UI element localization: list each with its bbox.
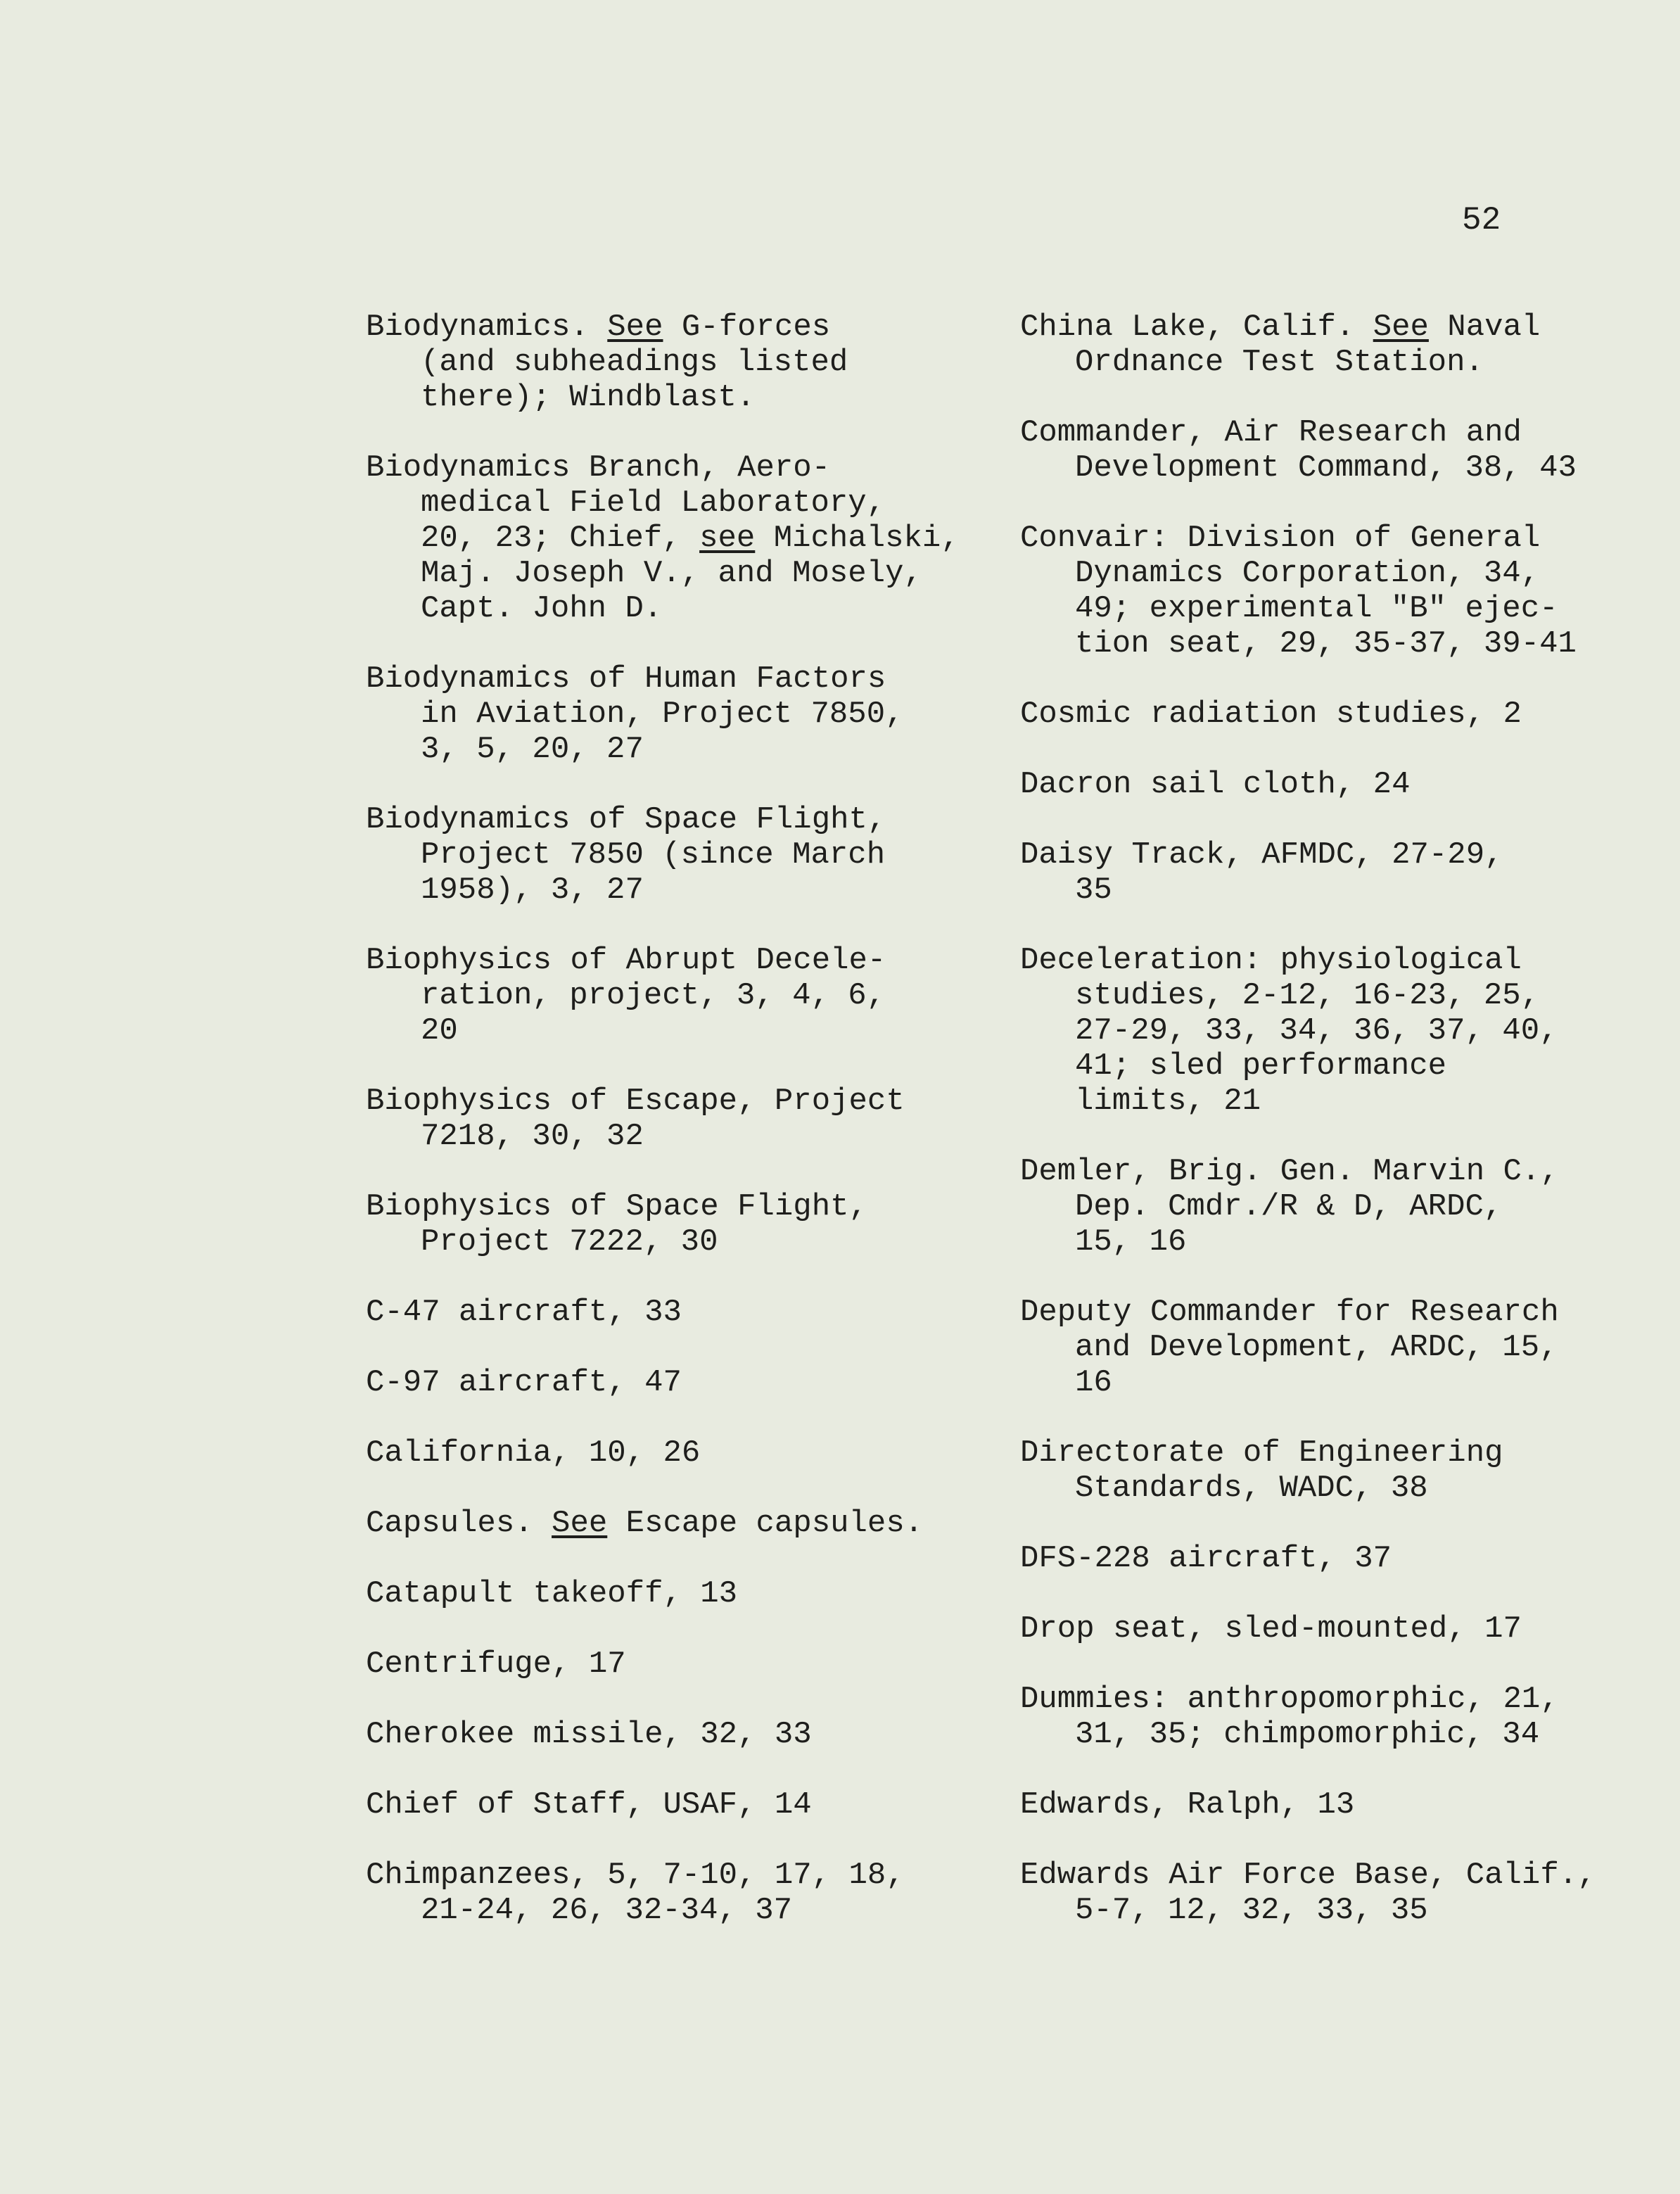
index-entry: Biophysics of Escape, Project 7218, 30, 32: [366, 1084, 905, 1154]
entry-text: G-forces (and subheadings listed there); Windblast.: [421, 310, 848, 415]
index-entry: Biodynamics of Human Factors in Aviation, Project 7850, 3, 5, 20, 27: [366, 661, 904, 767]
index-entry: Chimpanzees, 5, 7-10, 17, 18, 21-24, 26, 32-34, 37: [366, 1858, 905, 1928]
index-entry: Demler, Brig. Gen. Marvin C., Dep. Cmdr./R & D, ARDC, 15, 16: [1020, 1154, 1559, 1260]
index-entry: Chief of Staff, USAF, 14: [366, 1787, 812, 1822]
index-entry: [366, 450, 985, 626]
index-entry: Cosmic radiation studies, 2: [1020, 697, 1522, 732]
index-column-right: [1020, 310, 1639, 1963]
see-reference: See: [552, 1506, 608, 1541]
index-entry: Drop seat, sled-mounted, 17: [1020, 1611, 1522, 1647]
index-entry: Biophysics of Space Flight, Project 7222, 30: [366, 1189, 867, 1260]
index-entry: Daisy Track, AFMDC, 27-29, 35: [1020, 837, 1503, 908]
entry-text: Biodynamics Branch, Aero- medical Field Laboratory, 20, 23; Chief,: [366, 450, 886, 556]
entry-text: Escape capsules.: [607, 1506, 924, 1541]
index-entry: Biodynamics of Space Flight, Project 7850 (since March 1958), 3, 27: [366, 802, 886, 908]
index-entry: Edwards, Ralph, 13: [1020, 1787, 1355, 1822]
index-entry: Centrifuge, 17: [366, 1647, 626, 1682]
index-entry: Catapult takeoff, 13: [366, 1576, 738, 1611]
index-entry: C-97 aircraft, 47: [366, 1365, 682, 1400]
index-entry: DFS-228 aircraft, 37: [1020, 1541, 1392, 1576]
index-entry: [366, 310, 985, 415]
entry-text: Biodynamics.: [366, 310, 608, 345]
page-number: 52: [1462, 202, 1501, 239]
index-entry: Convair: Division of General Dynamics Corporation, 34, 49; experimental "B" ejec- tion seat, 29, 35-37, 39-41: [1020, 521, 1577, 661]
entry-text: Michalski, Maj. Joseph V., and Mosely, Capt. John D.: [421, 521, 960, 626]
index-entry: Commander, Air Research and Development Command, 38, 43: [1020, 415, 1577, 486]
index-entry: Deceleration: physiological studies, 2-12, 16-23, 25, 27-29, 33, 34, 36, 37, 40, 41; sled performance limits, 21: [1020, 943, 1558, 1119]
index-column-left: [366, 310, 985, 1963]
index-entry: C-47 aircraft, 33: [366, 1295, 682, 1330]
index-entry: Directorate of Engineering Standards, WADC, 38: [1020, 1435, 1503, 1506]
index-entry: Dummies: anthropomorphic, 21, 31, 35; chimpomorphic, 34: [1020, 1682, 1559, 1752]
index-entry: Dacron sail cloth, 24: [1020, 767, 1411, 802]
index-entry: [1020, 310, 1639, 380]
index-entry: California, 10, 26: [366, 1435, 701, 1471]
index-entry: Cherokee missile, 32, 33: [366, 1717, 812, 1752]
see-reference: see: [699, 521, 756, 556]
index-entry: Deputy Commander for Research and Development, ARDC, 15, 16: [1020, 1295, 1559, 1400]
index-entry: Biophysics of Abrupt Decele- ration, project, 3, 4, 6, 20: [366, 943, 886, 1048]
see-reference: See: [1373, 310, 1429, 345]
index-entry: Edwards Air Force Base, Calif., 5-7, 12, 32, 33, 35: [1020, 1858, 1596, 1928]
entry-text: Naval Ordnance Test Station.: [1075, 310, 1541, 380]
entry-text: China Lake, Calif.: [1020, 310, 1373, 345]
entry-text: Capsules.: [366, 1506, 552, 1541]
see-reference: See: [607, 310, 663, 345]
index-entry: [366, 1506, 985, 1541]
